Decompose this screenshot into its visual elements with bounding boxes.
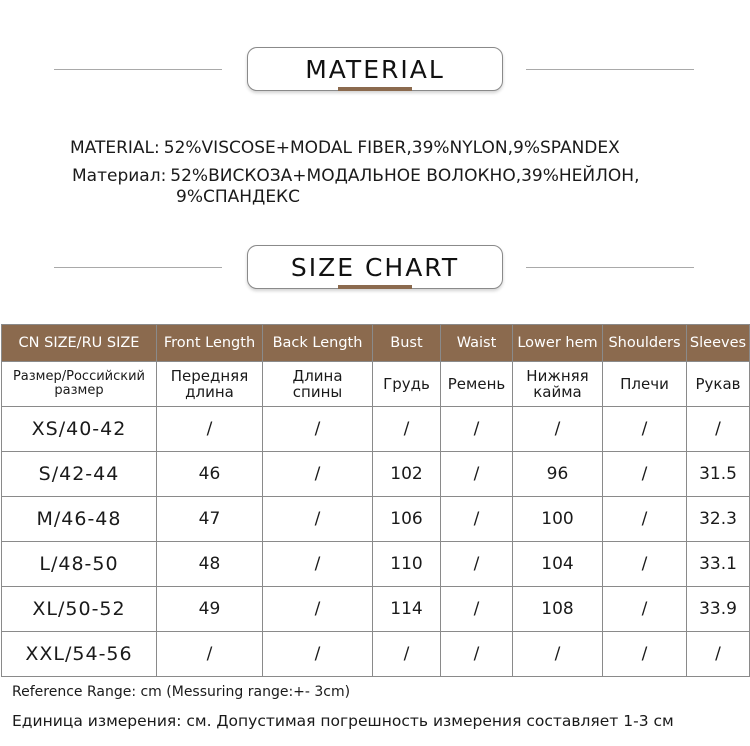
table-cell: /: [373, 632, 441, 677]
column-header-ru: [603, 362, 687, 407]
header-ru-line: спины: [292, 383, 343, 401]
table-cell: /: [603, 587, 687, 632]
reference-range-note: Reference Range: cm (Messuring range:+- 3cm): [12, 684, 351, 700]
table-cell: 31.5: [687, 452, 750, 497]
column-header: Sleeves: [687, 325, 750, 362]
header-ru-line: Грудь: [383, 375, 430, 393]
table-cell: 108: [513, 587, 603, 632]
table-cell: 100: [513, 497, 603, 542]
material-title: MATERIAL: [247, 47, 503, 91]
table-cell: /: [687, 632, 750, 677]
divider-line: [526, 267, 694, 268]
material-en-label: MATERIAL:: [70, 138, 160, 158]
size-cell: M/46-48: [2, 497, 157, 542]
table-cell: 47: [157, 497, 263, 542]
table-cell: 114: [373, 587, 441, 632]
table-cell: /: [441, 542, 513, 587]
column-header-ru: [2, 362, 157, 407]
table-cell: /: [157, 632, 263, 677]
size-cell: S/42-44: [2, 452, 157, 497]
size-chart-section-header: [0, 245, 750, 295]
table-row: [2, 407, 750, 452]
table-cell: /: [441, 407, 513, 452]
header-ru-line: Рукав: [695, 375, 741, 393]
table-cell: 33.1: [687, 542, 750, 587]
column-header: Waist: [441, 325, 513, 362]
reference-range-note-ru: Единица измерения: см. Допустимая погрешность измерения составляет 1-3 см: [12, 712, 674, 730]
table-cell: /: [687, 407, 750, 452]
material-section-header: [0, 47, 750, 97]
divider-line: [54, 267, 222, 268]
table-cell: 33.9: [687, 587, 750, 632]
table-cell: /: [441, 587, 513, 632]
header-row-ru: [2, 362, 750, 407]
column-header: Front Length: [157, 325, 263, 362]
table-cell: /: [263, 587, 373, 632]
column-header: Bust: [373, 325, 441, 362]
table-row: [2, 587, 750, 632]
table-cell: /: [157, 407, 263, 452]
table-row: [2, 497, 750, 542]
column-header-ru: [373, 362, 441, 407]
size-cell: L/48-50: [2, 542, 157, 587]
table-row: [2, 452, 750, 497]
header-row-en: [2, 325, 750, 362]
header-ru-line: Ремень: [447, 375, 506, 393]
column-header-ru: [441, 362, 513, 407]
header-ru-line: Передняя: [170, 367, 249, 385]
header-ru-line: размер: [54, 383, 104, 398]
table-cell: /: [603, 497, 687, 542]
material-en-value: 52%VISCOSE+MODAL FIBER,39%NYLON,9%SPANDEX: [163, 138, 620, 158]
table-cell: /: [603, 452, 687, 497]
column-header: Back Length: [263, 325, 373, 362]
column-header: CN SIZE/RU SIZE: [2, 325, 157, 362]
table-cell: 49: [157, 587, 263, 632]
divider-line: [54, 69, 222, 70]
table-cell: /: [441, 497, 513, 542]
table-cell: 110: [373, 542, 441, 587]
table-cell: /: [603, 632, 687, 677]
material-ru-value-2: 9%СПАНДЕКС: [176, 187, 300, 207]
table-cell: 96: [513, 452, 603, 497]
table-row: [2, 632, 750, 677]
table-cell: /: [603, 407, 687, 452]
column-header: Lower hem: [513, 325, 603, 362]
title-underline: [338, 87, 412, 91]
header-ru-line: Плечи: [620, 375, 669, 393]
header-ru-line: длина: [185, 383, 234, 401]
table-cell: /: [263, 632, 373, 677]
column-header-ru: [263, 362, 373, 407]
divider-line: [526, 69, 694, 70]
material-ru-line: [72, 165, 640, 187]
table-cell: /: [373, 407, 441, 452]
table-cell: 102: [373, 452, 441, 497]
column-header-ru: [513, 362, 603, 407]
material-en-line: [70, 137, 620, 159]
table-cell: /: [513, 632, 603, 677]
column-header: Shoulders: [603, 325, 687, 362]
size-chart-table: [1, 324, 750, 677]
header-ru-line: Размер/Российский: [12, 369, 146, 384]
size-chart-title: SIZE CHART: [247, 245, 503, 289]
header-ru-line: кайма: [533, 383, 582, 401]
header-ru-line: Длина: [292, 367, 343, 385]
table-cell: /: [263, 542, 373, 587]
table-cell: 46: [157, 452, 263, 497]
header-ru-line: Нижняя: [526, 367, 589, 385]
table-cell: /: [263, 497, 373, 542]
table-cell: /: [513, 407, 603, 452]
table-cell: 48: [157, 542, 263, 587]
table-cell: /: [603, 542, 687, 587]
size-cell: XS/40-42: [2, 407, 157, 452]
table-cell: /: [263, 452, 373, 497]
material-ru-label: Материал:: [72, 166, 167, 186]
table-cell: 106: [373, 497, 441, 542]
table-cell: 32.3: [687, 497, 750, 542]
column-header-ru: [687, 362, 750, 407]
size-cell: XL/50-52: [2, 587, 157, 632]
table-row: [2, 542, 750, 587]
table-cell: /: [263, 407, 373, 452]
table-cell: /: [441, 632, 513, 677]
column-header-ru: [157, 362, 263, 407]
title-underline: [338, 285, 412, 289]
material-ru-value-1: 52%ВИСКОЗА+МОДАЛЬНОЕ ВОЛОКНО,39%НЕЙЛОН,: [170, 166, 640, 186]
size-cell: XXL/54-56: [2, 632, 157, 677]
table-cell: 104: [513, 542, 603, 587]
table-cell: /: [441, 452, 513, 497]
